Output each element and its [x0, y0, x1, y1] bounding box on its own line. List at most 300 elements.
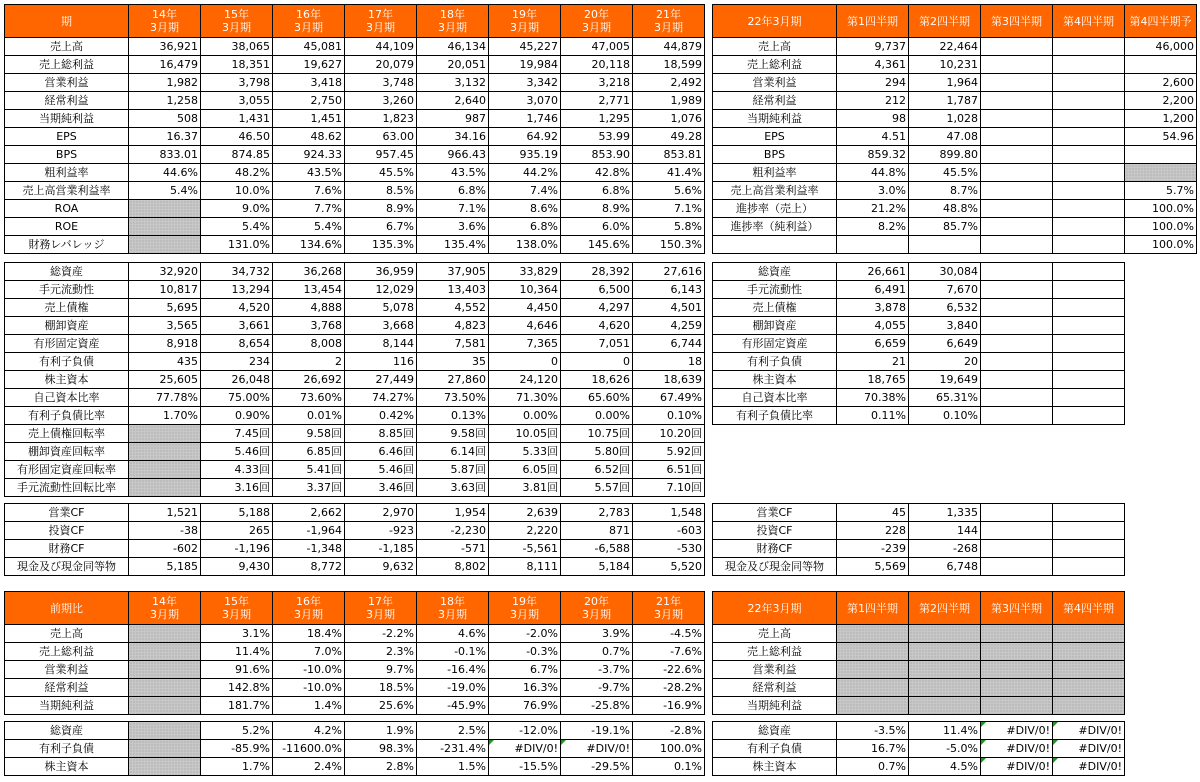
value-cell[interactable]: 1,335 — [909, 504, 981, 522]
value-cell[interactable]: 8,918 — [129, 335, 201, 353]
value-cell[interactable] — [129, 643, 201, 661]
row-label[interactable]: 自己資本比率 — [5, 389, 129, 407]
row-label[interactable]: 営業CF — [5, 504, 129, 522]
value-cell[interactable]: -16.9% — [633, 697, 705, 715]
value-cell[interactable]: 871 — [561, 522, 633, 540]
value-cell[interactable]: 2,783 — [561, 504, 633, 522]
value-cell[interactable]: 10,364 — [489, 281, 561, 299]
row-label[interactable]: 有利子負債 — [5, 740, 129, 758]
value-cell[interactable] — [981, 661, 1053, 679]
value-cell[interactable] — [129, 218, 201, 236]
value-cell[interactable]: 7.0% — [273, 643, 345, 661]
value-cell[interactable]: 6.7% — [489, 661, 561, 679]
value-cell[interactable]: 25,605 — [129, 371, 201, 389]
value-cell[interactable] — [1053, 146, 1125, 164]
value-cell[interactable]: 957.45 — [345, 146, 417, 164]
value-cell[interactable]: 24,120 — [489, 371, 561, 389]
value-cell[interactable]: 100.0% — [1125, 218, 1197, 236]
row-label[interactable] — [713, 236, 837, 254]
value-cell[interactable]: 3,768 — [273, 317, 345, 335]
value-cell[interactable] — [1125, 56, 1197, 74]
value-cell[interactable]: -16.4% — [417, 661, 489, 679]
value-cell[interactable]: 6.8% — [561, 182, 633, 200]
value-cell[interactable] — [1053, 625, 1125, 643]
value-cell[interactable] — [981, 164, 1053, 182]
value-cell[interactable]: -15.5% — [489, 758, 561, 776]
value-cell[interactable]: 3.9% — [561, 625, 633, 643]
value-cell[interactable]: 25.6% — [345, 697, 417, 715]
value-cell[interactable]: 1,787 — [909, 92, 981, 110]
value-cell[interactable]: 8.7% — [909, 182, 981, 200]
row-label[interactable]: 有利子負債 — [5, 353, 129, 371]
value-cell[interactable]: 3,565 — [129, 317, 201, 335]
row-label[interactable]: BPS — [713, 146, 837, 164]
value-cell[interactable]: 42.8% — [561, 164, 633, 182]
value-cell[interactable] — [129, 679, 201, 697]
value-cell[interactable]: 2.4% — [273, 758, 345, 776]
row-label[interactable]: 当期純利益 — [5, 110, 129, 128]
row-label[interactable]: 経常利益 — [5, 679, 129, 697]
value-cell[interactable] — [1053, 74, 1125, 92]
value-cell[interactable]: 3,661 — [201, 317, 273, 335]
value-cell[interactable]: -231.4% — [417, 740, 489, 758]
value-cell[interactable]: 8,144 — [345, 335, 417, 353]
value-cell[interactable]: 3,055 — [201, 92, 273, 110]
row-label[interactable]: 有利子負債比率 — [713, 407, 837, 425]
value-cell[interactable]: 5.2% — [201, 722, 273, 740]
value-cell[interactable]: 2,220 — [489, 522, 561, 540]
value-cell[interactable]: 98 — [837, 110, 909, 128]
value-cell[interactable]: 265 — [201, 522, 273, 540]
value-cell[interactable] — [129, 740, 201, 758]
value-cell[interactable]: -28.2% — [633, 679, 705, 697]
value-cell[interactable]: 5.6% — [633, 182, 705, 200]
value-cell[interactable]: 6,500 — [561, 281, 633, 299]
value-cell[interactable]: 4,646 — [489, 317, 561, 335]
value-cell[interactable] — [1053, 281, 1125, 299]
value-cell[interactable]: 131.0% — [201, 236, 273, 254]
value-cell[interactable]: 4,361 — [837, 56, 909, 74]
value-cell[interactable]: 2.5% — [417, 722, 489, 740]
value-cell[interactable]: 6,659 — [837, 335, 909, 353]
value-cell[interactable]: 2,639 — [489, 504, 561, 522]
value-cell[interactable]: 1,548 — [633, 504, 705, 522]
value-cell[interactable]: -12.0% — [489, 722, 561, 740]
value-cell[interactable]: -0.3% — [489, 643, 561, 661]
value-cell[interactable]: -19.0% — [417, 679, 489, 697]
value-cell[interactable] — [1053, 317, 1125, 335]
value-cell[interactable]: 10.0% — [201, 182, 273, 200]
value-cell[interactable]: 3,418 — [273, 74, 345, 92]
value-cell[interactable]: 32,920 — [129, 263, 201, 281]
value-cell[interactable]: 34,732 — [201, 263, 273, 281]
value-cell[interactable]: 924.33 — [273, 146, 345, 164]
value-cell[interactable] — [981, 625, 1053, 643]
value-cell[interactable]: 2,750 — [273, 92, 345, 110]
value-cell[interactable]: 10.20回 — [633, 425, 705, 443]
value-cell[interactable] — [1053, 263, 1125, 281]
value-cell[interactable] — [129, 443, 201, 461]
value-cell[interactable] — [129, 758, 201, 776]
value-cell[interactable] — [1053, 218, 1125, 236]
value-cell[interactable]: 8.85回 — [345, 425, 417, 443]
row-label[interactable]: 手元流動性 — [713, 281, 837, 299]
value-cell[interactable]: 853.90 — [561, 146, 633, 164]
value-cell[interactable] — [1053, 679, 1125, 697]
row-label[interactable]: 有利子負債 — [713, 740, 837, 758]
value-cell[interactable]: 2,662 — [273, 504, 345, 522]
value-cell[interactable]: 18 — [633, 353, 705, 371]
value-cell[interactable]: 45,081 — [273, 38, 345, 56]
value-cell[interactable]: -4.5% — [633, 625, 705, 643]
value-cell[interactable] — [981, 558, 1053, 576]
value-cell[interactable]: 7.7% — [273, 200, 345, 218]
value-cell[interactable]: 3.16回 — [201, 479, 273, 497]
row-label[interactable]: 株主資本 — [5, 758, 129, 776]
row-label[interactable]: 自己資本比率 — [713, 389, 837, 407]
value-cell[interactable]: 7.4% — [489, 182, 561, 200]
value-cell[interactable]: 5.80回 — [561, 443, 633, 461]
row-label[interactable]: 現金及び現金同等物 — [5, 558, 129, 576]
value-cell[interactable]: 2,771 — [561, 92, 633, 110]
value-cell[interactable]: 19,649 — [909, 371, 981, 389]
value-cell[interactable]: 9.58回 — [417, 425, 489, 443]
value-cell[interactable]: -10.0% — [273, 679, 345, 697]
value-cell[interactable]: -602 — [129, 540, 201, 558]
value-cell[interactable]: 10,231 — [909, 56, 981, 74]
value-cell[interactable]: 0.10% — [909, 407, 981, 425]
value-cell[interactable]: 5.7% — [1125, 182, 1197, 200]
value-cell[interactable] — [1053, 38, 1125, 56]
value-cell[interactable]: 65.60% — [561, 389, 633, 407]
value-cell[interactable]: 1,076 — [633, 110, 705, 128]
row-label[interactable]: 売上高 — [713, 625, 837, 643]
value-cell[interactable] — [1053, 522, 1125, 540]
value-cell[interactable]: -1,185 — [345, 540, 417, 558]
value-cell[interactable]: -1,964 — [273, 522, 345, 540]
value-cell[interactable]: 20 — [909, 353, 981, 371]
value-cell[interactable] — [129, 461, 201, 479]
value-cell[interactable]: 2.3% — [345, 643, 417, 661]
value-cell[interactable]: 5,188 — [201, 504, 273, 522]
value-cell[interactable]: 6.8% — [489, 218, 561, 236]
value-cell[interactable]: -38 — [129, 522, 201, 540]
value-cell[interactable] — [981, 389, 1053, 407]
row-label[interactable]: 営業利益 — [5, 661, 129, 679]
value-cell[interactable]: -571 — [417, 540, 489, 558]
value-cell[interactable]: 5.57回 — [561, 479, 633, 497]
value-cell[interactable]: 1.9% — [345, 722, 417, 740]
row-label[interactable]: EPS — [713, 128, 837, 146]
value-cell[interactable]: 74.27% — [345, 389, 417, 407]
row-label[interactable]: 経常利益 — [713, 679, 837, 697]
row-label[interactable]: 営業利益 — [713, 74, 837, 92]
value-cell[interactable]: 1,954 — [417, 504, 489, 522]
value-cell[interactable]: 7.1% — [633, 200, 705, 218]
row-label[interactable]: BPS — [5, 146, 129, 164]
value-cell[interactable]: 45,227 — [489, 38, 561, 56]
value-cell[interactable]: 4,501 — [633, 299, 705, 317]
value-cell[interactable]: 987 — [417, 110, 489, 128]
value-cell[interactable]: 41.4% — [633, 164, 705, 182]
value-cell[interactable]: 508 — [129, 110, 201, 128]
value-cell[interactable] — [909, 625, 981, 643]
value-cell[interactable]: -5.0% — [909, 740, 981, 758]
value-cell[interactable]: 11.4% — [909, 722, 981, 740]
value-cell[interactable] — [129, 479, 201, 497]
value-cell[interactable] — [981, 92, 1053, 110]
row-label[interactable]: 有形固定資産 — [713, 335, 837, 353]
value-cell[interactable]: 5,185 — [129, 558, 201, 576]
value-cell[interactable]: -3.5% — [837, 722, 909, 740]
value-cell[interactable]: 37,905 — [417, 263, 489, 281]
value-cell[interactable]: 20,051 — [417, 56, 489, 74]
value-cell[interactable]: 5,695 — [129, 299, 201, 317]
value-cell[interactable]: 2.8% — [345, 758, 417, 776]
value-cell[interactable]: 1.5% — [417, 758, 489, 776]
value-cell[interactable]: 6.0% — [561, 218, 633, 236]
value-cell[interactable]: 1,258 — [129, 92, 201, 110]
value-cell[interactable] — [981, 643, 1053, 661]
value-cell[interactable] — [981, 218, 1053, 236]
value-cell[interactable]: 18,639 — [633, 371, 705, 389]
value-cell[interactable] — [1053, 504, 1125, 522]
value-cell[interactable]: 3,878 — [837, 299, 909, 317]
value-cell[interactable]: 234 — [201, 353, 273, 371]
value-cell[interactable] — [981, 38, 1053, 56]
value-cell[interactable]: 100.0% — [633, 740, 705, 758]
value-cell[interactable]: -19.1% — [561, 722, 633, 740]
value-cell[interactable]: 47.08 — [909, 128, 981, 146]
value-cell[interactable]: 0.01% — [273, 407, 345, 425]
value-cell[interactable]: 21 — [837, 353, 909, 371]
row-label[interactable]: 総資産 — [713, 722, 837, 740]
value-cell[interactable]: 75.00% — [201, 389, 273, 407]
value-cell[interactable]: 47,005 — [561, 38, 633, 56]
value-cell[interactable]: 28,392 — [561, 263, 633, 281]
value-cell[interactable]: 3,070 — [489, 92, 561, 110]
value-cell[interactable]: 8,802 — [417, 558, 489, 576]
value-cell[interactable]: 30,084 — [909, 263, 981, 281]
value-cell[interactable]: 36,921 — [129, 38, 201, 56]
row-label[interactable]: 株主資本 — [5, 371, 129, 389]
value-cell[interactable]: 49.28 — [633, 128, 705, 146]
value-cell[interactable]: 3.46回 — [345, 479, 417, 497]
value-cell[interactable]: 9,737 — [837, 38, 909, 56]
value-cell[interactable] — [1053, 643, 1125, 661]
value-cell[interactable]: -29.5% — [561, 758, 633, 776]
value-cell[interactable]: 18.4% — [273, 625, 345, 643]
row-label[interactable]: 投資CF — [713, 522, 837, 540]
row-label[interactable]: 売上高営業利益率 — [713, 182, 837, 200]
value-cell[interactable] — [981, 200, 1053, 218]
value-cell[interactable]: 5.46回 — [201, 443, 273, 461]
value-cell[interactable]: -6,588 — [561, 540, 633, 558]
value-cell[interactable]: 11.4% — [201, 643, 273, 661]
value-cell[interactable]: -9.7% — [561, 679, 633, 697]
value-cell[interactable]: 8.5% — [345, 182, 417, 200]
value-cell[interactable]: -0.1% — [417, 643, 489, 661]
row-label[interactable]: 投資CF — [5, 522, 129, 540]
value-cell[interactable]: 7,581 — [417, 335, 489, 353]
value-cell[interactable]: 3.37回 — [273, 479, 345, 497]
value-cell[interactable] — [1053, 200, 1125, 218]
value-cell[interactable] — [981, 504, 1053, 522]
value-cell[interactable] — [981, 236, 1053, 254]
value-cell[interactable]: -1,196 — [201, 540, 273, 558]
value-cell[interactable] — [837, 625, 909, 643]
value-cell[interactable]: 138.0% — [489, 236, 561, 254]
value-cell[interactable]: -2.8% — [633, 722, 705, 740]
value-cell[interactable]: 4.33回 — [201, 461, 273, 479]
value-cell[interactable]: 3.6% — [417, 218, 489, 236]
value-cell[interactable]: 5.87回 — [417, 461, 489, 479]
value-cell[interactable]: 6,748 — [909, 558, 981, 576]
value-cell[interactable]: 16.37 — [129, 128, 201, 146]
value-cell[interactable]: 8,008 — [273, 335, 345, 353]
value-cell[interactable]: #DIV/0! — [489, 740, 561, 758]
value-cell[interactable]: 3.1% — [201, 625, 273, 643]
row-label[interactable]: 売上債権 — [713, 299, 837, 317]
row-label[interactable]: 総資産 — [5, 263, 129, 281]
value-cell[interactable]: 67.49% — [633, 389, 705, 407]
value-cell[interactable]: 2,640 — [417, 92, 489, 110]
value-cell[interactable]: 3.0% — [837, 182, 909, 200]
value-cell[interactable]: 435 — [129, 353, 201, 371]
value-cell[interactable]: 0.13% — [417, 407, 489, 425]
value-cell[interactable]: 6,491 — [837, 281, 909, 299]
value-cell[interactable]: 19,627 — [273, 56, 345, 74]
row-label[interactable]: 経常利益 — [5, 92, 129, 110]
value-cell[interactable] — [1053, 558, 1125, 576]
value-cell[interactable]: 100.0% — [1125, 236, 1197, 254]
value-cell[interactable]: 16.7% — [837, 740, 909, 758]
value-cell[interactable]: -2,230 — [417, 522, 489, 540]
row-label[interactable]: 売上高 — [713, 38, 837, 56]
row-label[interactable]: 粗利益率 — [5, 164, 129, 182]
value-cell[interactable]: 2 — [273, 353, 345, 371]
value-cell[interactable]: 0.90% — [201, 407, 273, 425]
row-label[interactable]: 総資産 — [5, 722, 129, 740]
value-cell[interactable] — [981, 317, 1053, 335]
value-cell[interactable]: 76.9% — [489, 697, 561, 715]
value-cell[interactable]: #DIV/0! — [981, 740, 1053, 758]
value-cell[interactable]: 1.4% — [273, 697, 345, 715]
value-cell[interactable] — [1053, 335, 1125, 353]
value-cell[interactable]: 65.31% — [909, 389, 981, 407]
value-cell[interactable]: -239 — [837, 540, 909, 558]
value-cell[interactable]: #DIV/0! — [1053, 758, 1125, 776]
value-cell[interactable]: 4,823 — [417, 317, 489, 335]
row-label[interactable]: 手元流動性回転比率 — [5, 479, 129, 497]
value-cell[interactable]: 35 — [417, 353, 489, 371]
value-cell[interactable]: 8,654 — [201, 335, 273, 353]
value-cell[interactable]: 34.16 — [417, 128, 489, 146]
value-cell[interactable]: 46,134 — [417, 38, 489, 56]
value-cell[interactable]: 0.00% — [489, 407, 561, 425]
value-cell[interactable]: 833.01 — [129, 146, 201, 164]
value-cell[interactable]: 5.8% — [633, 218, 705, 236]
value-cell[interactable]: #DIV/0! — [1053, 740, 1125, 758]
value-cell[interactable]: 1,746 — [489, 110, 561, 128]
value-cell[interactable]: 2,970 — [345, 504, 417, 522]
value-cell[interactable]: 18.5% — [345, 679, 417, 697]
value-cell[interactable]: 1,521 — [129, 504, 201, 522]
value-cell[interactable] — [981, 299, 1053, 317]
value-cell[interactable] — [981, 335, 1053, 353]
value-cell[interactable]: 4,520 — [201, 299, 273, 317]
value-cell[interactable] — [129, 697, 201, 715]
value-cell[interactable]: 5.4% — [129, 182, 201, 200]
value-cell[interactable]: 98.3% — [345, 740, 417, 758]
value-cell[interactable]: 1,028 — [909, 110, 981, 128]
value-cell[interactable]: 2,492 — [633, 74, 705, 92]
value-cell[interactable] — [1053, 661, 1125, 679]
value-cell[interactable]: 1,451 — [273, 110, 345, 128]
value-cell[interactable]: 0 — [561, 353, 633, 371]
value-cell[interactable]: 44.2% — [489, 164, 561, 182]
value-cell[interactable]: 10.05回 — [489, 425, 561, 443]
row-label[interactable]: 営業利益 — [5, 74, 129, 92]
value-cell[interactable] — [1053, 128, 1125, 146]
value-cell[interactable]: 5,569 — [837, 558, 909, 576]
row-label[interactable]: 株主資本 — [713, 371, 837, 389]
value-cell[interactable]: 3.63回 — [417, 479, 489, 497]
value-cell[interactable]: 19,984 — [489, 56, 561, 74]
value-cell[interactable]: 150.3% — [633, 236, 705, 254]
value-cell[interactable]: 73.60% — [273, 389, 345, 407]
value-cell[interactable]: -1,348 — [273, 540, 345, 558]
value-cell[interactable] — [981, 407, 1053, 425]
value-cell[interactable] — [909, 661, 981, 679]
value-cell[interactable] — [981, 128, 1053, 146]
value-cell[interactable]: 8.6% — [489, 200, 561, 218]
value-cell[interactable] — [1053, 236, 1125, 254]
value-cell[interactable]: 63.00 — [345, 128, 417, 146]
row-label[interactable]: 当期純利益 — [713, 110, 837, 128]
value-cell[interactable]: 4.5% — [909, 758, 981, 776]
value-cell[interactable]: 13,294 — [201, 281, 273, 299]
row-label[interactable]: ROE — [5, 218, 129, 236]
value-cell[interactable]: 9,632 — [345, 558, 417, 576]
value-cell[interactable]: 26,048 — [201, 371, 273, 389]
value-cell[interactable]: 5.4% — [201, 218, 273, 236]
row-label[interactable]: 進捗率（純利益） — [713, 218, 837, 236]
value-cell[interactable]: 18,626 — [561, 371, 633, 389]
value-cell[interactable] — [1053, 92, 1125, 110]
value-cell[interactable]: 36,959 — [345, 263, 417, 281]
value-cell[interactable]: 7,051 — [561, 335, 633, 353]
value-cell[interactable]: 7.6% — [273, 182, 345, 200]
value-cell[interactable] — [1053, 182, 1125, 200]
value-cell[interactable]: -2.0% — [489, 625, 561, 643]
value-cell[interactable]: -45.9% — [417, 697, 489, 715]
value-cell[interactable]: 7.1% — [417, 200, 489, 218]
value-cell[interactable]: 53.99 — [561, 128, 633, 146]
value-cell[interactable]: 3,260 — [345, 92, 417, 110]
row-label[interactable]: 売上総利益 — [713, 643, 837, 661]
row-label[interactable]: 売上総利益 — [5, 56, 129, 74]
value-cell[interactable]: 9,430 — [201, 558, 273, 576]
value-cell[interactable]: 4.51 — [837, 128, 909, 146]
value-cell[interactable]: -268 — [909, 540, 981, 558]
value-cell[interactable]: 142.8% — [201, 679, 273, 697]
value-cell[interactable]: #DIV/0! — [981, 758, 1053, 776]
value-cell[interactable] — [837, 697, 909, 715]
row-label[interactable]: 有利子負債 — [713, 353, 837, 371]
value-cell[interactable]: -603 — [633, 522, 705, 540]
value-cell[interactable]: 5,184 — [561, 558, 633, 576]
